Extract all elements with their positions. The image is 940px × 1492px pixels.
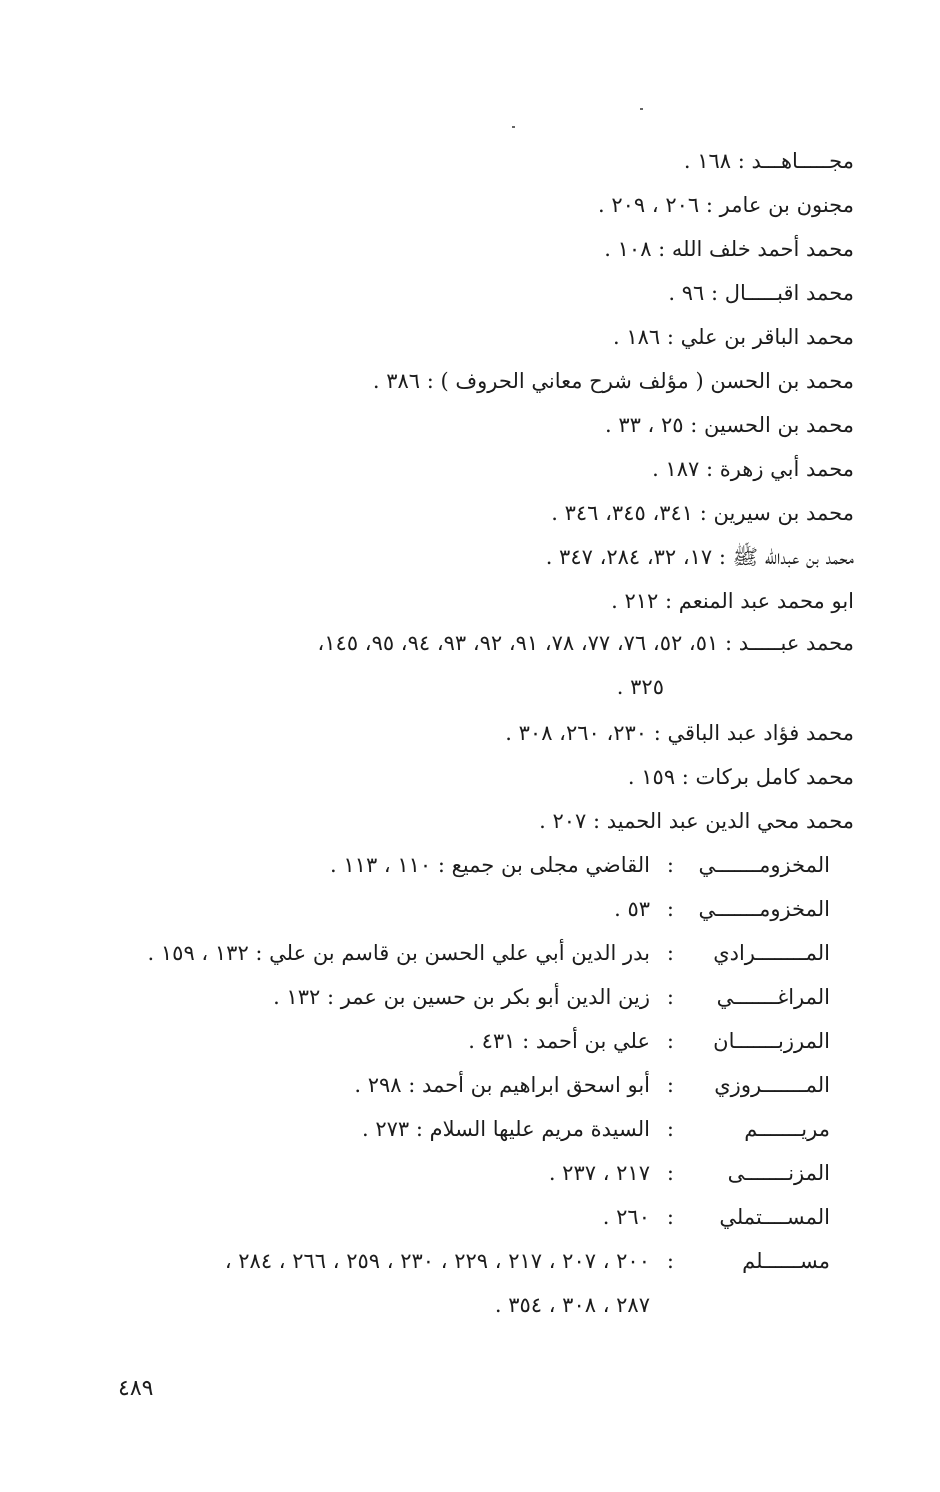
index-entry: محمد بن الحسين : ٢٥ ، ٣٣ . — [604, 413, 854, 437]
index-value: السيدة مريم عليها السلام : ٢٧٣ . — [361, 1117, 650, 1141]
separator: : — [666, 985, 674, 1009]
separator: : — [666, 1205, 674, 1229]
index-entry: محمد بن عبدالله ﷺ : ١٧، ٣٢، ٢٨٤، ٣٤٧ . — [545, 545, 854, 569]
separator: : — [666, 1029, 674, 1053]
index-name: المســــتملي — [719, 1205, 830, 1229]
separator: : — [666, 897, 674, 921]
index-value: أبو اسحق ابراهيم بن أحمد : ٢٩٨ . — [354, 1073, 650, 1097]
index-entry: محمد اقبـــــال : ٩٦ . — [668, 281, 854, 305]
index-entry: محمد كامل بركات : ١٥٩ . — [627, 765, 854, 789]
index-entry: مجنون بن عامر : ٢٠٦ ، ٢٠٩ . — [598, 193, 854, 217]
index-value: القاضي مجلى بن جميع : ١١٠ ، ١١٣ . — [330, 853, 650, 877]
index-name: المزنـــــــى — [727, 1161, 830, 1185]
index-name: المـــــــروزي — [714, 1073, 830, 1097]
index-entry: محمد بن الحسن ( مؤلف شرح معاني الحروف ) : ٣٨٦ . — [372, 369, 854, 393]
index-value: ٥٣ . — [614, 897, 650, 921]
separator: : — [666, 1161, 674, 1185]
index-name: المراغـــــــي — [716, 985, 830, 1009]
index-value: ٢١٧ ، ٢٣٧ . — [548, 1161, 650, 1185]
index-entry: محمد بن سيرين : ٣٤١، ٣٤٥، ٣٤٦ . — [551, 501, 854, 525]
separator: : — [666, 1249, 674, 1273]
index-entry: محمد أحمد خلف الله : ١٠٨ . — [604, 237, 854, 261]
index-value: علي بن أحمد : ٤٣١ . — [468, 1029, 650, 1053]
separator: : — [666, 1073, 674, 1097]
index-value: زين الدين أبو بكر بن حسين بن عمر : ١٣٢ . — [273, 985, 650, 1009]
index-value-continuation: ٢٨٧ ، ٣٠٨ ، ٣٥٤ . — [494, 1293, 650, 1317]
index-entry: محمد محي الدين عبد الحميد : ٢٠٧ . — [539, 809, 854, 833]
index-name: مريـــــــم — [744, 1117, 830, 1141]
index-entry: مجـــــاهـــد : ١٦٨ . — [683, 149, 854, 173]
page-number: ٤٨٩ — [118, 1376, 154, 1401]
scan-mark — [512, 126, 515, 128]
separator: : — [666, 1117, 674, 1141]
index-value: بدر الدين أبي علي الحسن بن قاسم بن علي : ١٣٢ ، ١٥٩ . — [147, 941, 650, 965]
separator: : — [666, 941, 674, 965]
index-entry-continuation: ٣٢٥ . — [616, 675, 664, 699]
index-entry: ابو محمد عبد المنعم : ٢١٢ . — [611, 589, 854, 613]
index-entry: محمد الباقر بن علي : ١٨٦ . — [612, 325, 854, 349]
index-name: المخزومـــــــي — [698, 853, 830, 877]
scan-mark — [640, 108, 643, 110]
separator: : — [666, 853, 674, 877]
index-value: ٢٠٠ ، ٢٠٧ ، ٢١٧ ، ٢٢٩ ، ٢٣٠ ، ٢٥٩ ، ٢٦٦ ، ٢٨٤ ، — [224, 1249, 650, 1273]
index-value: ٢٦٠ . — [602, 1205, 650, 1229]
index-name: مســــــلم — [742, 1249, 830, 1273]
index-entry: محمد عبـــــد : ٥١، ٥٢، ٧٦، ٧٧، ٧٨، ٩١، ٩٢، ٩٣، ٩٤، ٩٥، ١٤٥، — [317, 631, 854, 655]
index-entry: محمد فؤاد عبد الباقي : ٢٣٠، ٢٦٠، ٣٠٨ . — [505, 721, 854, 745]
index-entry: محمد أبي زهرة : ١٨٧ . — [652, 457, 854, 481]
index-name: المــــــــرادي — [713, 941, 830, 965]
index-name: المرزبـــــــان — [713, 1029, 830, 1053]
index-name: المخزومـــــــي — [698, 897, 830, 921]
